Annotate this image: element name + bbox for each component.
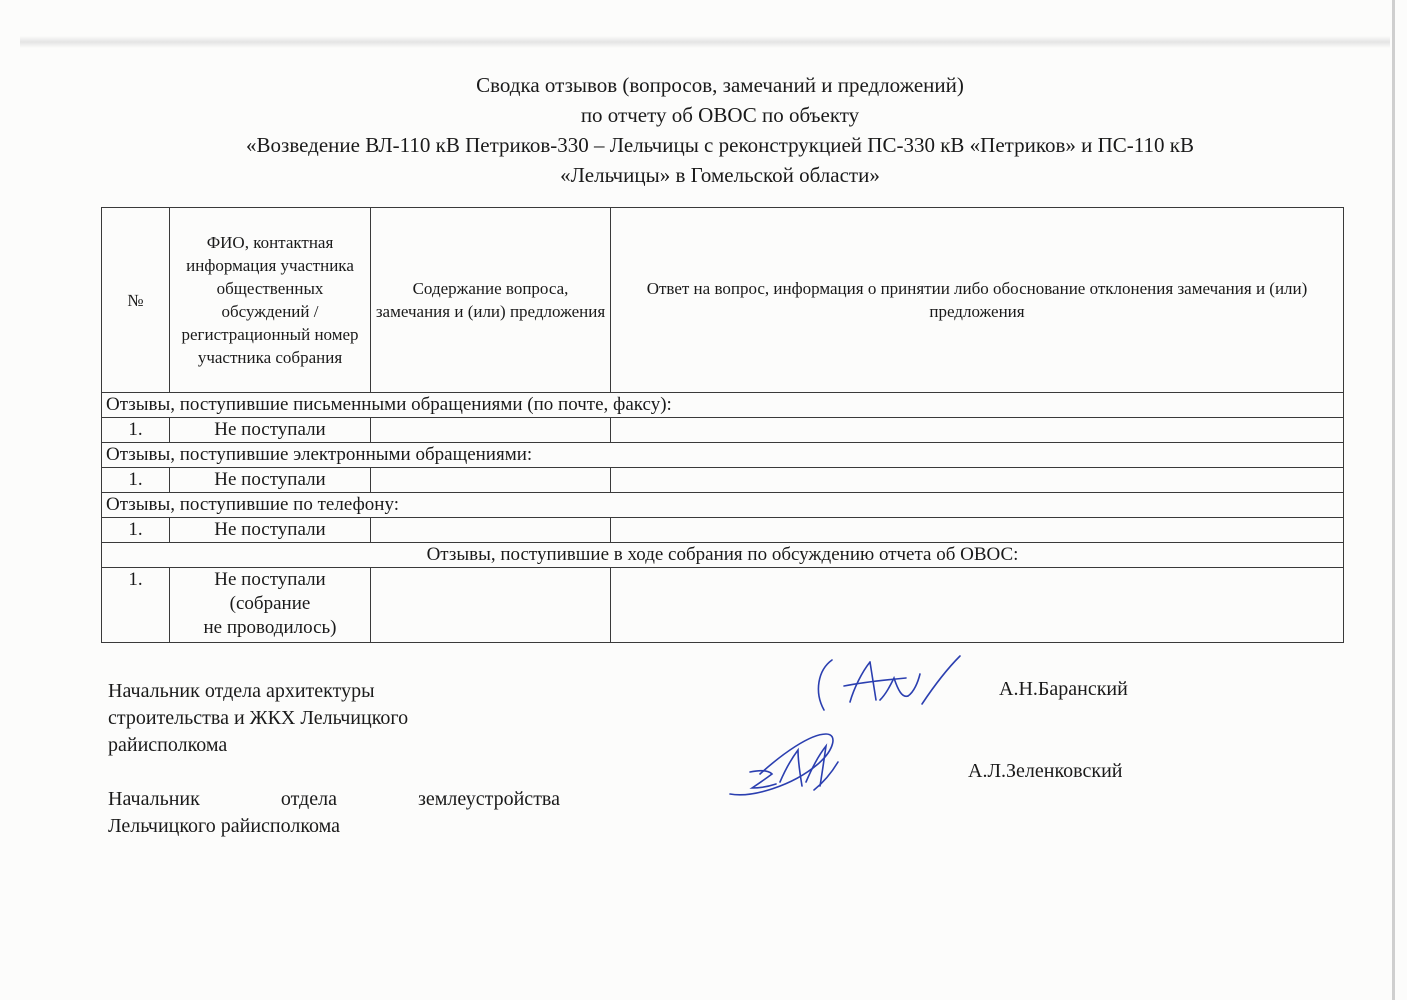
title-line-4: «Лельчицы» в Гомельской области» <box>560 163 880 187</box>
header-answer: Ответ на вопрос, информация о принятии либо обоснование отклонения замечания и (или) предложения <box>611 208 1344 393</box>
section-row <box>102 393 1344 418</box>
row-fio: Не поступали <box>170 418 371 443</box>
signatory-2-name: А.Л.Зеленковский <box>968 760 1123 782</box>
header-num: № <box>102 208 170 393</box>
signatory-1-name: А.Н.Баранский <box>999 678 1128 700</box>
table-row <box>102 418 1344 443</box>
signatory-1-position-line-3: райисполкома <box>108 734 228 756</box>
table-header-row <box>102 208 1344 393</box>
section-row <box>102 493 1344 518</box>
row-answer <box>611 568 1344 643</box>
row-num: 1. <box>102 468 170 493</box>
row-fio-line-3: не проводилось) <box>203 617 337 638</box>
signatory-2-position-word-3: землеустройства <box>417 788 560 810</box>
scan-artifact-streak <box>20 36 1390 48</box>
row-answer <box>611 418 1344 443</box>
signatory-2-position-line-1 <box>108 786 560 813</box>
row-num: 1. <box>102 418 170 443</box>
table-row <box>102 468 1344 493</box>
title-line-2: по отчету об ОВОС по объекту <box>580 103 860 127</box>
section-row <box>102 443 1344 468</box>
row-fio-line-1: Не поступали <box>214 569 326 590</box>
row-fio: Не поступали <box>170 468 371 493</box>
signatory-2-position <box>108 786 560 840</box>
title-line-1: Сводка отзывов (вопросов, замечаний и предложений) <box>476 73 964 97</box>
signature-2-handwritten <box>722 728 847 808</box>
row-num: 1. <box>102 568 170 643</box>
row-fio: Не поступали <box>170 518 371 543</box>
header-fio: ФИО, контактная информация участника общественных обсуждений / регистрационный номер участника собрания <box>170 208 371 393</box>
signatory-1-position <box>108 678 568 759</box>
row-content <box>371 568 611 643</box>
signature-1-handwritten <box>810 648 970 718</box>
section-title-meeting: Отзывы, поступившие в ходе собрания по обсуждению отчета об ОВОС: <box>102 543 1344 568</box>
row-content <box>371 518 611 543</box>
row-answer <box>611 468 1344 493</box>
signatory-2-position-line-2: Лельчицкого райисполкома <box>108 815 341 837</box>
row-answer <box>611 518 1344 543</box>
header-content: Содержание вопроса, замечания и (или) предложения <box>371 208 611 393</box>
signatory-2-position-word-1: Начальник <box>108 788 200 810</box>
section-title-mail: Отзывы, поступившие письменными обращениями (по почте, факсу): <box>102 393 1344 418</box>
feedback-table <box>101 207 1344 643</box>
row-fio <box>170 568 371 643</box>
title-line-3: «Возведение ВЛ-110 кВ Петриков-330 – Лельчицы с реконструкцией ПС-330 кВ «Петриков» и ПС-110 кВ <box>246 133 1194 157</box>
signatory-1-position-line-2: строительства и ЖКХ Лельчицкого <box>108 707 409 729</box>
signatory-2-position-word-2: отдела <box>280 788 337 810</box>
table-row <box>102 518 1344 543</box>
table-row <box>102 568 1344 643</box>
section-row <box>102 543 1344 568</box>
row-content <box>371 468 611 493</box>
row-content <box>371 418 611 443</box>
signatory-1-position-line-1: Начальник отдела архитектуры <box>108 680 375 702</box>
document-title <box>0 70 1407 190</box>
row-fio-line-2: (собрание <box>229 593 311 614</box>
section-title-phone: Отзывы, поступившие по телефону: <box>102 493 1344 518</box>
row-num: 1. <box>102 518 170 543</box>
section-title-electronic: Отзывы, поступившие электронными обращениями: <box>102 443 1344 468</box>
